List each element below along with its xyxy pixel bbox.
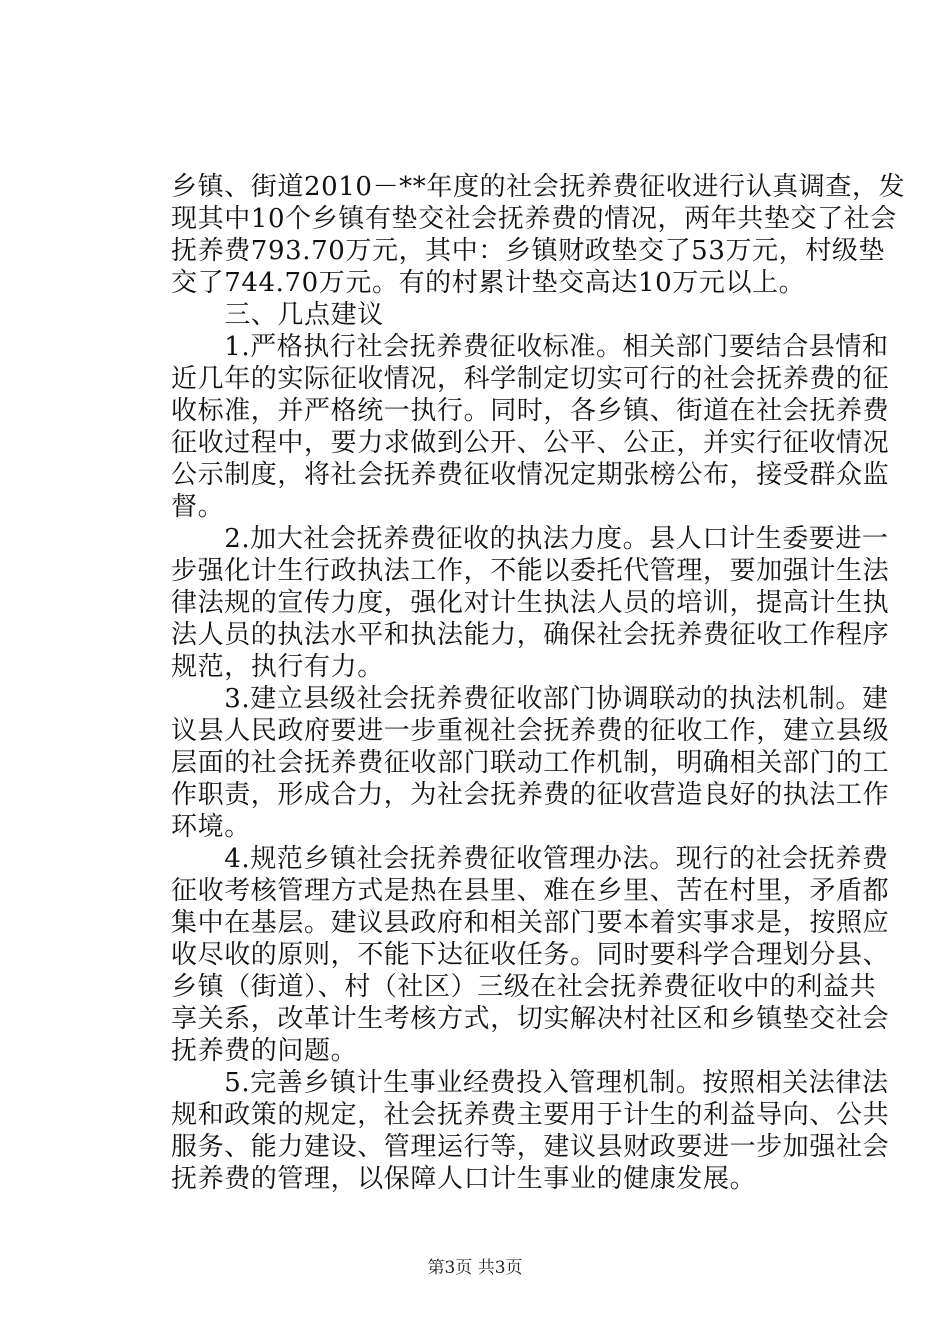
- text-line: 乡镇（街道）、村（社区）三级在社会抚养费征收中的利益共: [171, 972, 877, 1002]
- text-line: 交了744.70万元。有的村累计垫交高达10万元以上。: [171, 268, 806, 298]
- section-heading: 三、几点建议: [171, 300, 384, 330]
- text-line: 抚养费793.70万元，其中：乡镇财政垫交了53万元，村级垫: [171, 236, 886, 266]
- text-line: 环境。: [171, 812, 251, 842]
- text-line: 收标准，并严格统一执行。同时，各乡镇、街道在社会抚养费: [171, 396, 890, 426]
- page-number-footer: 第3页 共3页: [427, 1258, 523, 1278]
- text-line: 规范，执行有力。: [171, 652, 384, 682]
- text-line: 征收过程中，要力求做到公开、公平、公正，并实行征收情况: [171, 428, 890, 458]
- text-line: 现其中10个乡镇有垫交社会抚养费的情况，两年共垫交了社会: [171, 204, 897, 234]
- text-line: 步强化计生行政执法工作，不能以委托代管理，要加强计生法: [171, 556, 890, 586]
- text-line: 收尽收的原则，不能下达征收任务。同时要科学合理划分县、: [171, 940, 890, 970]
- text-line: 2.加大社会抚养费征收的执法力度。县人口计生委要进一: [171, 524, 889, 554]
- text-line: 服务、能力建设、管理运行等，建议县财政要进一步加强社会: [171, 1132, 890, 1162]
- text-line: 议县人民政府要进一步重视社会抚养费的征收工作，建立县级: [171, 716, 890, 746]
- text-line: 公示制度，将社会抚养费征收情况定期张榜公布，接受群众监: [171, 460, 890, 490]
- text-line: 督。: [171, 492, 225, 522]
- text-line: 享关系，改革计生考核方式，切实解决村社区和乡镇垫交社会: [171, 1004, 890, 1034]
- text-line: 律法规的宣传力度，强化对计生执法人员的培训，提高计生执: [171, 588, 890, 618]
- text-line: 作职责，形成合力，为社会抚养费的征收营造良好的执法工作: [171, 780, 890, 810]
- text-line: 征收考核管理方式是热在县里、难在乡里、苦在村里，矛盾都: [171, 876, 890, 906]
- text-line: 4.规范乡镇社会抚养费征收管理办法。现行的社会抚养费: [171, 844, 889, 874]
- document-body: [171, 171, 906, 1195]
- text-line: 集中在基层。建议县政府和相关部门要本着实事求是，按照应: [171, 908, 890, 938]
- text-line: 5.完善乡镇计生事业经费投入管理机制。按照相关法律法: [171, 1068, 889, 1098]
- text-line: 3.建立县级社会抚养费征收部门协调联动的执法机制。建: [171, 684, 889, 714]
- text-line: 规和政策的规定，社会抚养费主要用于计生的利益导向、公共: [171, 1100, 890, 1130]
- text-line: 近几年的实际征收情况，科学制定切实可行的社会抚养费的征: [171, 364, 890, 394]
- text-line: 抚养费的管理，以保障人口计生事业的健康发展。: [171, 1164, 757, 1194]
- text-line: 层面的社会抚养费征收部门联动工作机制，明确相关部门的工: [171, 748, 890, 778]
- text-line: 抚养费的问题。: [171, 1036, 358, 1066]
- text-line: 法人员的执法水平和执法能力，确保社会抚养费征收工作程序: [171, 620, 890, 650]
- text-line: 乡镇、街道2010－**年度的社会抚养费征收进行认真调查，发: [171, 172, 906, 202]
- text-line: 1.严格执行社会抚养费征收标准。相关部门要结合县情和: [171, 332, 889, 362]
